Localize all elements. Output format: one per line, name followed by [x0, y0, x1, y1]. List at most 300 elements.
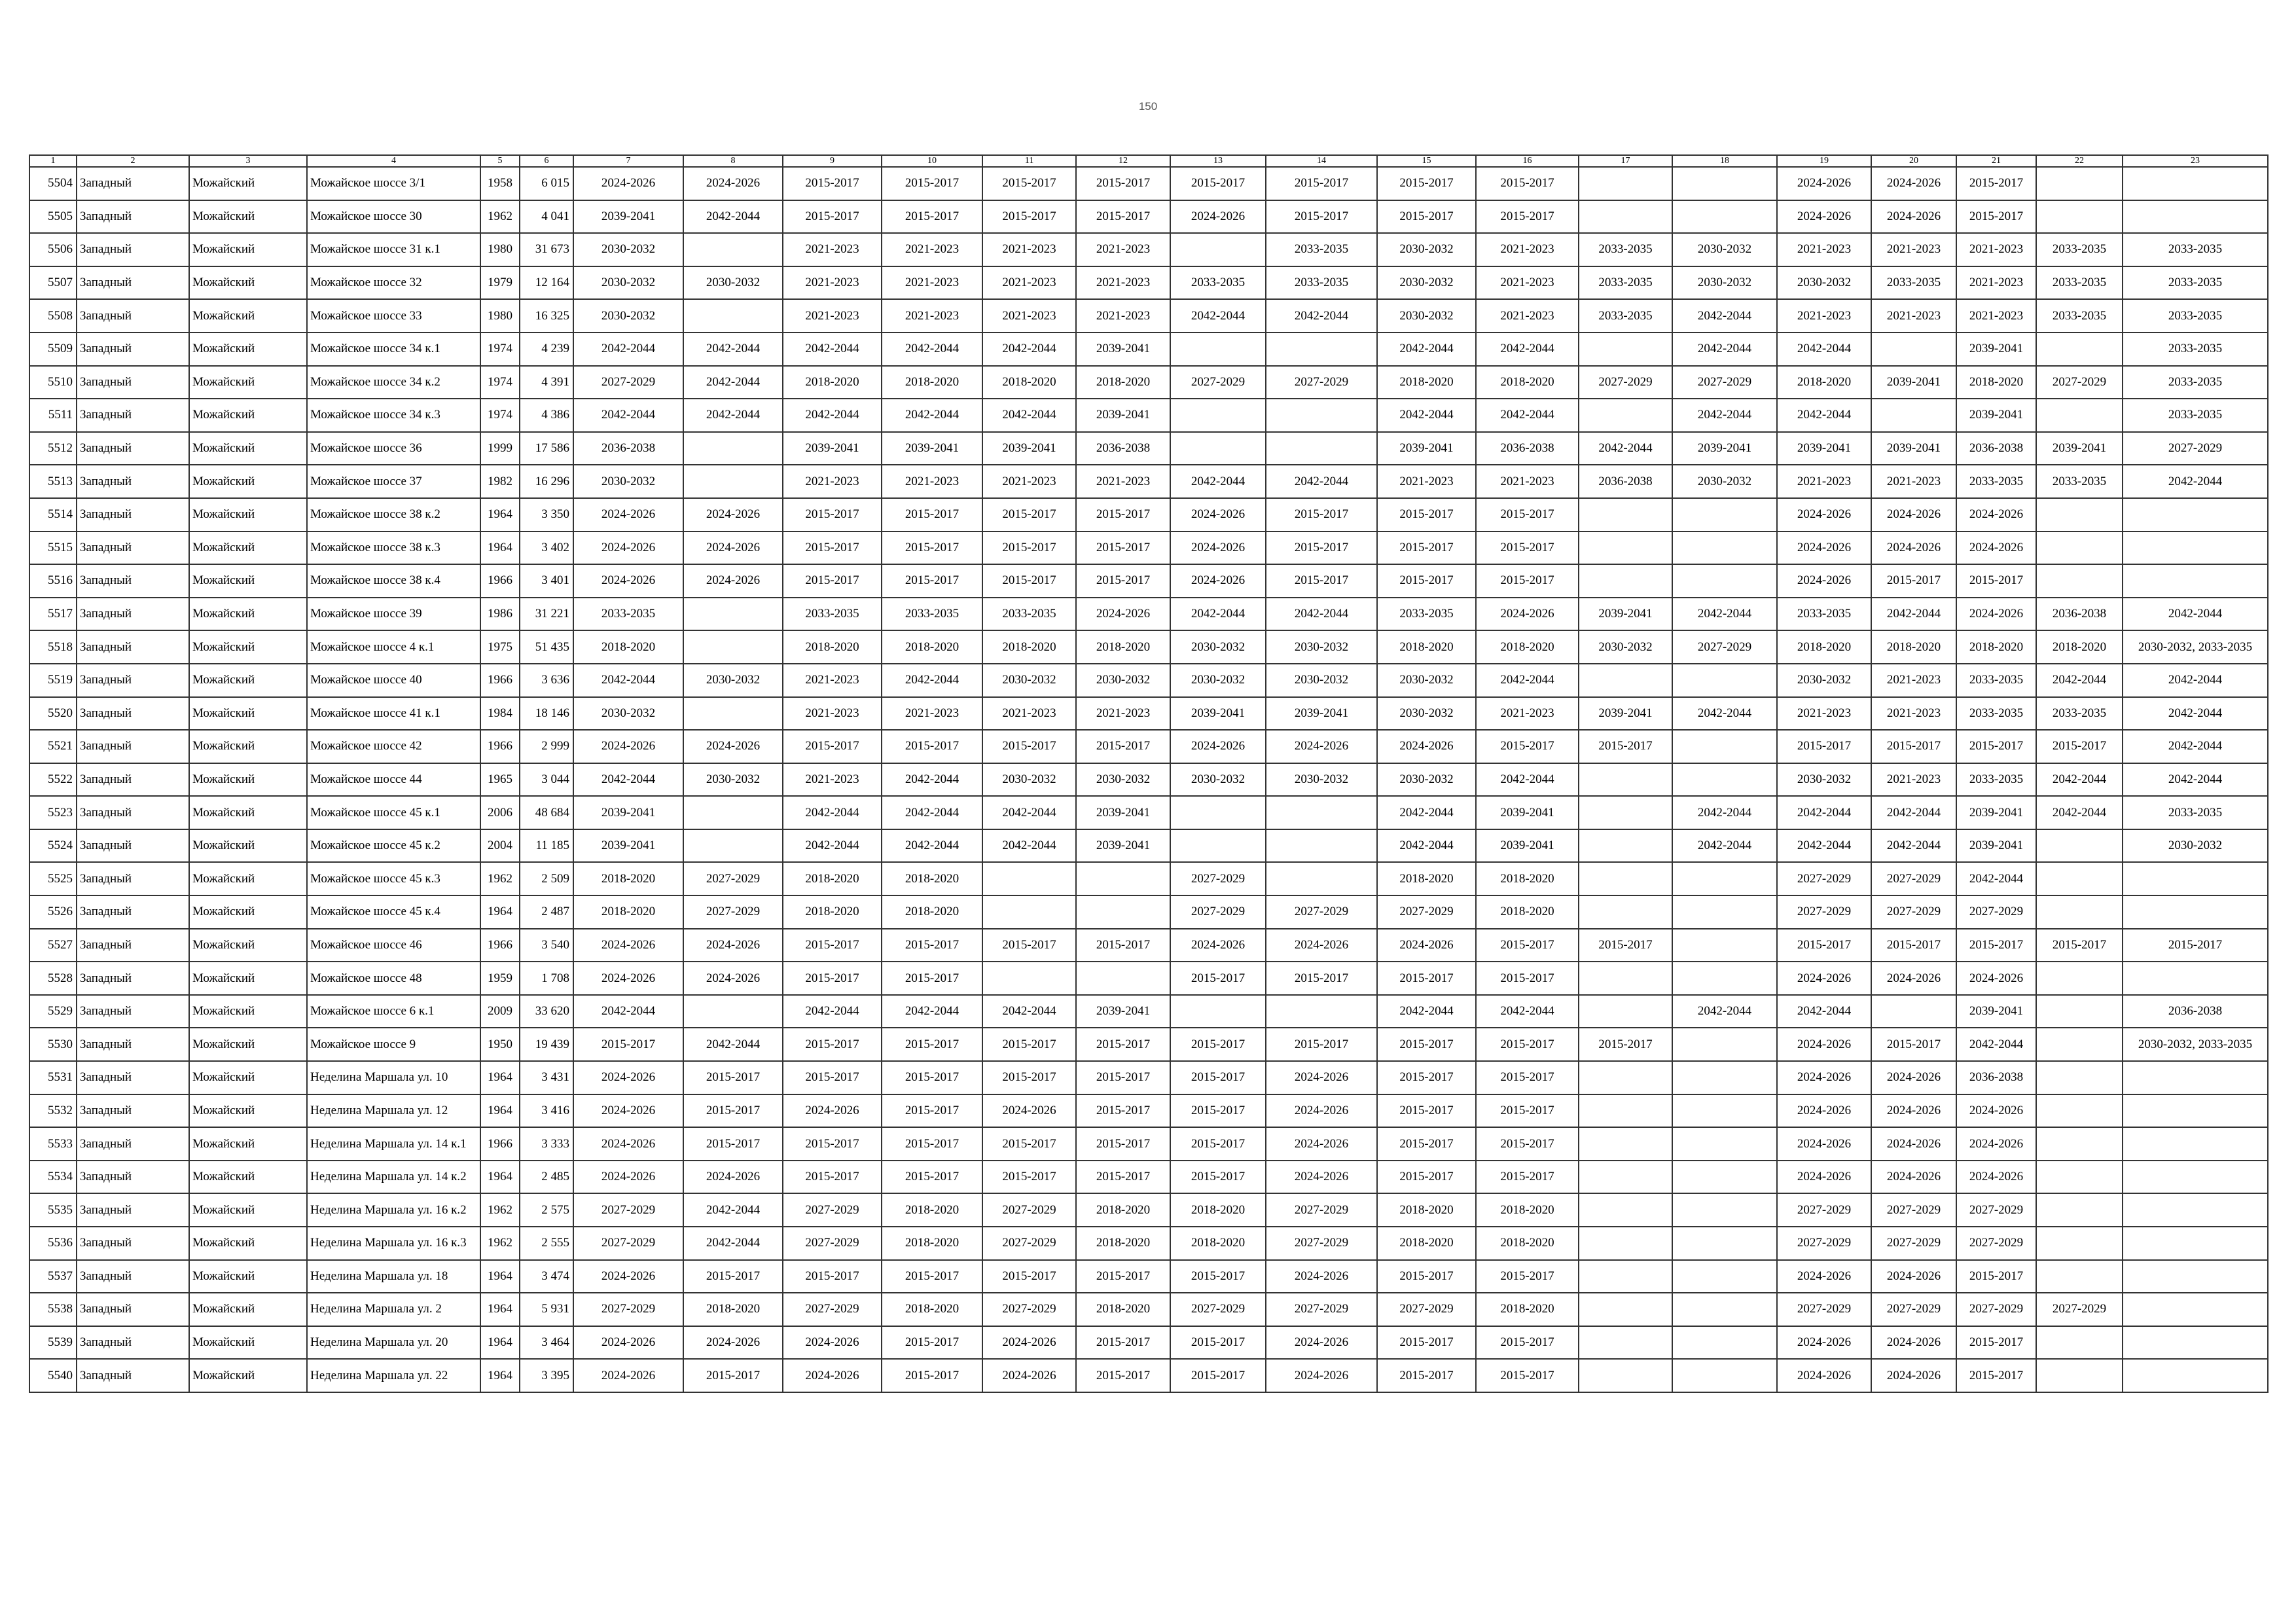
table-cell: [1672, 862, 1777, 895]
table-row: [29, 630, 2268, 664]
table-cell: 2039-2041: [573, 796, 683, 829]
table-cell: 2042-2044: [982, 333, 1076, 366]
table-cell: 1964: [480, 1161, 520, 1194]
table-cell: 2024-2026: [683, 498, 783, 532]
table-cell: 2030-2032: [683, 763, 783, 797]
table-cell: 1974: [480, 333, 520, 366]
table-cell: Можайский: [189, 1260, 307, 1293]
table-cell: 2039-2041: [1956, 829, 2036, 863]
table-cell: 2015-2017: [1476, 1094, 1579, 1128]
table-cell: 2042-2044: [1266, 598, 1377, 631]
table-cell: 2030-2032: [573, 299, 683, 333]
table-cell: 2033-2035: [2036, 697, 2123, 731]
table-cell: 2021-2023: [783, 299, 882, 333]
table-cell: 2042-2044: [2123, 598, 2268, 631]
table-cell: 2024-2026: [1076, 598, 1170, 631]
table-row: [29, 1161, 2268, 1194]
table-cell: [1871, 995, 1956, 1028]
table-cell: 2021-2023: [1476, 697, 1579, 731]
table-cell: 2042-2044: [1476, 399, 1579, 432]
table-cell: [1672, 1161, 1777, 1194]
table-cell: 2036-2038: [1956, 432, 2036, 465]
table-cell: 1966: [480, 664, 520, 697]
table-cell: 2042-2044: [683, 366, 783, 399]
table-cell: 2039-2041: [1777, 432, 1871, 465]
table-cell: 2030-2032: [1076, 763, 1170, 797]
table-cell: Можайский: [189, 598, 307, 631]
table-cell: 2030-2032: [1672, 465, 1777, 498]
table-cell: 2021-2023: [1076, 233, 1170, 266]
table-cell: [2036, 167, 2123, 200]
table-cell: [1579, 763, 1672, 797]
table-cell: 2027-2029: [1777, 1193, 1871, 1227]
table-cell: 2018-2020: [1871, 630, 1956, 664]
table-cell: 2039-2041: [1377, 432, 1476, 465]
table-cell: 2 509: [520, 862, 573, 895]
table-cell: Можайский: [189, 399, 307, 432]
table-cell: [2036, 1094, 2123, 1128]
table-cell: [2123, 1127, 2268, 1161]
table-cell: [1672, 498, 1777, 532]
table-cell: 2030-2032: [683, 664, 783, 697]
table-row: [29, 1359, 2268, 1392]
table-cell: 19 439: [520, 1028, 573, 1061]
table-cell: 2042-2044: [1170, 598, 1266, 631]
table-cell: [1579, 995, 1672, 1028]
table-cell: 2018-2020: [882, 1227, 982, 1260]
table-cell: [1076, 962, 1170, 995]
table-cell: 2 555: [520, 1227, 573, 1260]
table-row: [29, 1227, 2268, 1260]
table-cell: Можайский: [189, 333, 307, 366]
table-cell: 2042-2044: [1672, 598, 1777, 631]
table-cell: 2024-2026: [1777, 1161, 1871, 1194]
table-cell: 2033-2035: [1871, 266, 1956, 300]
table-cell: 2015-2017: [1076, 929, 1170, 962]
table-cell: 2039-2041: [1871, 432, 1956, 465]
table-row: [29, 862, 2268, 895]
table-cell: 2039-2041: [1672, 432, 1777, 465]
table-cell: 2030-2032: [1777, 266, 1871, 300]
table-cell: 2018-2020: [1076, 1227, 1170, 1260]
table-cell: 2015-2017: [1076, 1094, 1170, 1128]
table-cell: Можайский: [189, 498, 307, 532]
table-cell: 2015-2017: [1956, 730, 2036, 763]
table-cell: 2042-2044: [783, 995, 882, 1028]
table-cell: Можайский: [189, 366, 307, 399]
table-cell: 2018-2020: [783, 630, 882, 664]
table-cell: 2018-2020: [683, 1293, 783, 1326]
table-cell: Можайский: [189, 895, 307, 929]
table-cell: 2015-2017: [1377, 962, 1476, 995]
table-cell: 2021-2023: [783, 664, 882, 697]
table-row: [29, 299, 2268, 333]
table-cell: 2024-2026: [1170, 564, 1266, 598]
table-cell: [1579, 1193, 1672, 1227]
table-cell: 2015-2017: [1476, 1359, 1579, 1392]
table-cell: 2015-2017: [783, 1061, 882, 1094]
table-cell: 2015-2017: [1476, 1061, 1579, 1094]
table-cell: 5526: [29, 895, 77, 929]
table-cell: [1672, 664, 1777, 697]
table-row: [29, 895, 2268, 929]
table-cell: Западный: [77, 266, 189, 300]
table-row: [29, 1193, 2268, 1227]
table-cell: 2039-2041: [1076, 796, 1170, 829]
table-cell: Западный: [77, 299, 189, 333]
table-cell: [2036, 1326, 2123, 1360]
table-cell: Можайский: [189, 862, 307, 895]
table-cell: Можайское шоссе 45 к.1: [307, 796, 480, 829]
table-cell: 2024-2026: [982, 1094, 1076, 1128]
table-cell: 2033-2035: [1579, 233, 1672, 266]
table-cell: 1964: [480, 532, 520, 565]
table-cell: 2015-2017: [1476, 962, 1579, 995]
table-cell: 2018-2020: [882, 1193, 982, 1227]
table-cell: 2030-2032: [1377, 266, 1476, 300]
table-cell: 2027-2029: [1579, 366, 1672, 399]
table-cell: 1980: [480, 233, 520, 266]
table-cell: 2015-2017: [982, 1028, 1076, 1061]
table-cell: 2039-2041: [1956, 796, 2036, 829]
table-cell: 2042-2044: [1871, 796, 1956, 829]
table-cell: Западный: [77, 1359, 189, 1392]
table-cell: 2015-2017: [1076, 730, 1170, 763]
table-cell: 2015-2017: [882, 1359, 982, 1392]
table-cell: 18 146: [520, 697, 573, 731]
table-cell: 2021-2023: [1076, 465, 1170, 498]
table-cell: 2015-2017: [1266, 498, 1377, 532]
table-cell: 2030-2032: [982, 664, 1076, 697]
table-cell: [1672, 962, 1777, 995]
column-header-17: 17: [1579, 155, 1672, 167]
table-cell: Можайский: [189, 266, 307, 300]
table-cell: 2039-2041: [1956, 995, 2036, 1028]
table-cell: 2039-2041: [1476, 796, 1579, 829]
table-cell: 2042-2044: [882, 796, 982, 829]
table-row: [29, 233, 2268, 266]
table-cell: 2027-2029: [1871, 1193, 1956, 1227]
table-cell: [683, 630, 783, 664]
table-cell: 2027-2029: [783, 1293, 882, 1326]
table-cell: 2015-2017: [1170, 1326, 1266, 1360]
table-cell: 2039-2041: [1579, 697, 1672, 731]
table-cell: Можайский: [189, 1193, 307, 1227]
table-cell: 2024-2026: [1871, 962, 1956, 995]
table-cell: 2027-2029: [1170, 862, 1266, 895]
table-cell: [2123, 1260, 2268, 1293]
table-cell: 2015-2017: [1476, 498, 1579, 532]
table-row: [29, 730, 2268, 763]
table-cell: [1579, 1227, 1672, 1260]
table-cell: 2015-2017: [1476, 200, 1579, 234]
table-cell: [1672, 1127, 1777, 1161]
table-cell: 1966: [480, 730, 520, 763]
column-header-23: 23: [2123, 155, 2268, 167]
table-cell: Западный: [77, 366, 189, 399]
table-row: [29, 664, 2268, 697]
table-cell: 17 586: [520, 432, 573, 465]
table-cell: [2036, 862, 2123, 895]
table-cell: Можайское шоссе 37: [307, 465, 480, 498]
table-cell: [2123, 862, 2268, 895]
table-cell: 2024-2026: [1956, 1161, 2036, 1194]
table-cell: 2030-2032: [573, 697, 683, 731]
table-cell: 2015-2017: [783, 167, 882, 200]
table-cell: 2021-2023: [783, 465, 882, 498]
table-cell: Неделина Маршала ул. 16 к.3: [307, 1227, 480, 1260]
table-cell: 2042-2044: [2036, 796, 2123, 829]
table-cell: 2021-2023: [882, 465, 982, 498]
table-cell: 2018-2020: [783, 895, 882, 929]
table-cell: 2015-2017: [1476, 1161, 1579, 1194]
table-cell: 2042-2044: [683, 1227, 783, 1260]
table-cell: 2015-2017: [1476, 532, 1579, 565]
table-row: [29, 1127, 2268, 1161]
table-cell: [2036, 1227, 2123, 1260]
table-cell: 2015-2017: [982, 929, 1076, 962]
table-cell: [1579, 895, 1672, 929]
table-cell: 2039-2041: [783, 432, 882, 465]
table-cell: 2015-2017: [1579, 730, 1672, 763]
table-cell: 2015-2017: [1076, 1359, 1170, 1392]
table-cell: 2024-2026: [982, 1326, 1076, 1360]
table-cell: 1984: [480, 697, 520, 731]
table-cell: [2123, 1061, 2268, 1094]
table-cell: 2024-2026: [1956, 1094, 2036, 1128]
table-cell: 1964: [480, 1359, 520, 1392]
table-cell: 5509: [29, 333, 77, 366]
table-cell: [1672, 564, 1777, 598]
table-cell: Западный: [77, 1193, 189, 1227]
table-cell: 5520: [29, 697, 77, 731]
table-cell: 2015-2017: [882, 498, 982, 532]
table-cell: 2021-2023: [1871, 664, 1956, 697]
table-cell: Можайское шоссе 31 к.1: [307, 233, 480, 266]
table-cell: 2024-2026: [573, 1094, 683, 1128]
table-cell: 1986: [480, 598, 520, 631]
table-cell: 2042-2044: [783, 829, 882, 863]
table-cell: [683, 299, 783, 333]
table-cell: 2039-2041: [1266, 697, 1377, 731]
table-cell: 2024-2026: [573, 532, 683, 565]
table-cell: 2015-2017: [783, 1028, 882, 1061]
table-cell: 2021-2023: [1476, 299, 1579, 333]
table-row: [29, 929, 2268, 962]
table-cell: 2015-2017: [1956, 1359, 2036, 1392]
table-cell: 5 931: [520, 1293, 573, 1326]
table-cell: 2027-2029: [982, 1227, 1076, 1260]
table-cell: 2024-2026: [573, 1260, 683, 1293]
table-cell: 2018-2020: [1476, 895, 1579, 929]
table-cell: 2024-2026: [1476, 598, 1579, 631]
table-cell: 5516: [29, 564, 77, 598]
table-cell: 2024-2026: [573, 1326, 683, 1360]
table-cell: [2123, 962, 2268, 995]
table-cell: [1672, 1359, 1777, 1392]
table-row: [29, 532, 2268, 565]
table-cell: Западный: [77, 1127, 189, 1161]
table-cell: 2015-2017: [1266, 1028, 1377, 1061]
table-cell: 2024-2026: [1266, 1061, 1377, 1094]
table-cell: [2123, 1326, 2268, 1360]
table-cell: 2042-2044: [783, 796, 882, 829]
table-cell: 5527: [29, 929, 77, 962]
table-cell: 5540: [29, 1359, 77, 1392]
table-cell: 2018-2020: [1777, 366, 1871, 399]
table-cell: 2 487: [520, 895, 573, 929]
table-cell: [1672, 200, 1777, 234]
table-cell: 2015-2017: [1377, 1127, 1476, 1161]
table-cell: Западный: [77, 333, 189, 366]
table-cell: Можайское шоссе 45 к.2: [307, 829, 480, 863]
table-cell: [2036, 962, 2123, 995]
table-cell: 2042-2044: [982, 796, 1076, 829]
table-cell: Западный: [77, 895, 189, 929]
table-row: [29, 763, 2268, 797]
table-cell: 2042-2044: [2123, 465, 2268, 498]
column-header-14: 14: [1266, 155, 1377, 167]
table-cell: [982, 862, 1076, 895]
table-cell: 2015-2017: [1871, 730, 1956, 763]
table-cell: 2030-2032: [2123, 829, 2268, 863]
table-cell: Можайский: [189, 432, 307, 465]
table-cell: 2042-2044: [573, 763, 683, 797]
table-cell: 2018-2020: [1170, 1193, 1266, 1227]
table-cell: Можайское шоссе 38 к.3: [307, 532, 480, 565]
table-cell: 2024-2026: [982, 1359, 1076, 1392]
table-cell: 5537: [29, 1260, 77, 1293]
table-cell: [1672, 929, 1777, 962]
table-cell: Можайский: [189, 532, 307, 565]
table-cell: 2030-2032: [1266, 763, 1377, 797]
table-cell: [2123, 1359, 2268, 1392]
table-cell: 5522: [29, 763, 77, 797]
table-cell: 2030-2032: [1672, 233, 1777, 266]
table-cell: Западный: [77, 167, 189, 200]
table-cell: [2036, 532, 2123, 565]
table-row: [29, 465, 2268, 498]
table-cell: 2021-2023: [1476, 266, 1579, 300]
table-cell: 2039-2041: [1956, 399, 2036, 432]
table-cell: 2018-2020: [1476, 630, 1579, 664]
table-cell: 5533: [29, 1127, 77, 1161]
table-row: [29, 796, 2268, 829]
table-cell: 2024-2026: [573, 564, 683, 598]
table-cell: 2015-2017: [783, 532, 882, 565]
table-cell: 5510: [29, 366, 77, 399]
table-cell: 2015-2017: [1871, 564, 1956, 598]
table-cell: 2024-2026: [1871, 200, 1956, 234]
table-cell: 2021-2023: [882, 299, 982, 333]
table-cell: [2123, 167, 2268, 200]
table-cell: 2024-2026: [683, 532, 783, 565]
table-cell: [2036, 200, 2123, 234]
table-cell: [1170, 399, 1266, 432]
table-cell: 2036-2038: [573, 432, 683, 465]
table-cell: 2039-2041: [1476, 829, 1579, 863]
table-cell: 2042-2044: [1377, 333, 1476, 366]
table-cell: [2036, 1161, 2123, 1194]
table-cell: 12 164: [520, 266, 573, 300]
table-cell: 2024-2026: [573, 1061, 683, 1094]
table-cell: 2021-2023: [1871, 697, 1956, 731]
table-cell: 2024-2026: [1956, 962, 2036, 995]
table-cell: 2015-2017: [1170, 1359, 1266, 1392]
column-header-1: 1: [29, 155, 77, 167]
table-cell: [683, 995, 783, 1028]
table-cell: 2018-2020: [1377, 366, 1476, 399]
table-cell: 2021-2023: [783, 266, 882, 300]
table-cell: [1672, 730, 1777, 763]
table-cell: 2015-2017: [1377, 200, 1476, 234]
table-cell: Можайское шоссе 3/1: [307, 167, 480, 200]
table-cell: Можайское шоссе 33: [307, 299, 480, 333]
table-cell: 5505: [29, 200, 77, 234]
table-cell: 2027-2029: [1170, 895, 1266, 929]
table-cell: 2024-2026: [1956, 532, 2036, 565]
table-cell: [2123, 498, 2268, 532]
table-cell: 2018-2020: [1956, 630, 2036, 664]
table-cell: Можайское шоссе 30: [307, 200, 480, 234]
table-cell: Западный: [77, 1161, 189, 1194]
table-cell: 2024-2026: [683, 564, 783, 598]
table-cell: 2030-2032: [1170, 630, 1266, 664]
column-header-9: 9: [783, 155, 882, 167]
table-row: [29, 200, 2268, 234]
table-row: [29, 564, 2268, 598]
table-cell: 2015-2017: [1377, 1094, 1476, 1128]
table-cell: 5517: [29, 598, 77, 631]
table-row: [29, 1028, 2268, 1061]
table-cell: [2123, 532, 2268, 565]
table-cell: 2015-2017: [1170, 962, 1266, 995]
table-cell: 2027-2029: [573, 1193, 683, 1227]
table-cell: 2015-2017: [982, 200, 1076, 234]
table-cell: 1962: [480, 200, 520, 234]
table-cell: Неделина Маршала ул. 10: [307, 1061, 480, 1094]
table-cell: [683, 697, 783, 731]
table-cell: Западный: [77, 995, 189, 1028]
table-cell: 2042-2044: [783, 333, 882, 366]
table-cell: Неделина Маршала ул. 20: [307, 1326, 480, 1360]
table-cell: 51 435: [520, 630, 573, 664]
table-cell: 1964: [480, 1326, 520, 1360]
table-cell: 2021-2023: [1956, 299, 2036, 333]
table-cell: 2024-2026: [1777, 1094, 1871, 1128]
table-cell: [2036, 1127, 2123, 1161]
table-cell: 2015-2017: [1170, 1127, 1266, 1161]
schedule-table: [29, 154, 2269, 1393]
table-cell: [683, 233, 783, 266]
table-cell: 2015-2017: [1956, 1326, 2036, 1360]
table-cell: [1672, 1193, 1777, 1227]
column-header-12: 12: [1076, 155, 1170, 167]
table-cell: [1170, 432, 1266, 465]
table-cell: 1974: [480, 366, 520, 399]
table-cell: Можайское шоссе 45 к.3: [307, 862, 480, 895]
table-cell: 2015-2017: [1170, 1028, 1266, 1061]
table-cell: [2036, 333, 2123, 366]
table-cell: 5536: [29, 1227, 77, 1260]
table-cell: Западный: [77, 1260, 189, 1293]
table-cell: 2015-2017: [882, 1260, 982, 1293]
column-header-7: 7: [573, 155, 683, 167]
table-cell: Западный: [77, 399, 189, 432]
table-cell: 2018-2020: [573, 862, 683, 895]
table-cell: 2033-2035: [2123, 366, 2268, 399]
table-cell: 2030-2032: [1579, 630, 1672, 664]
